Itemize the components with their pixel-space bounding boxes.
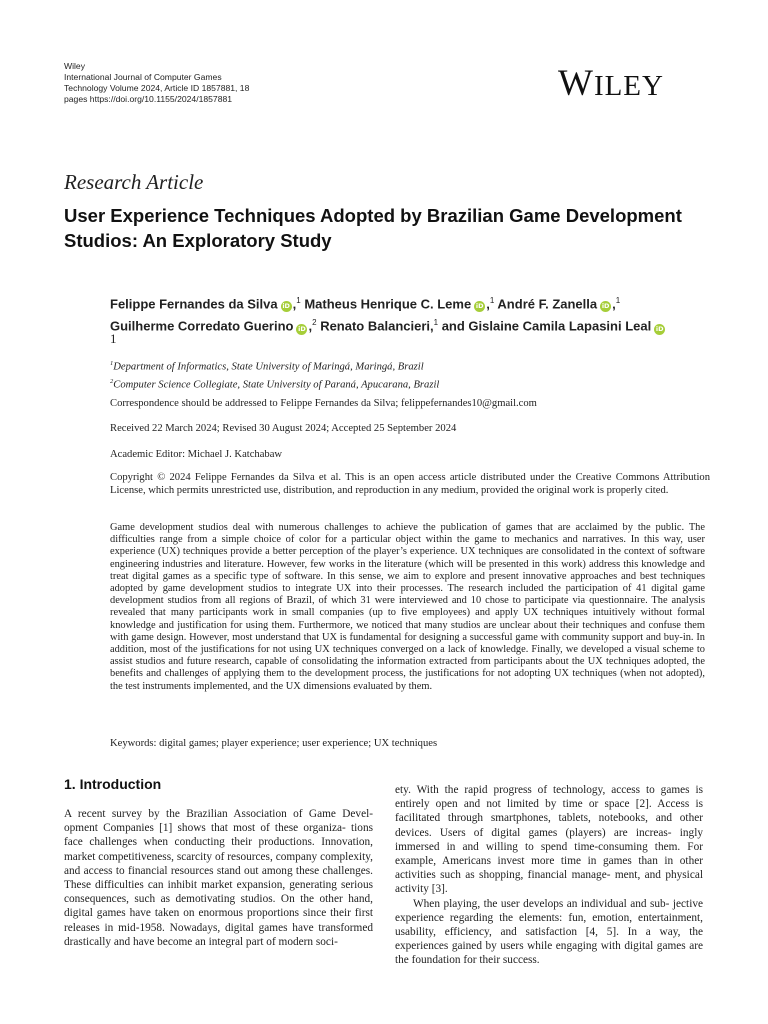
trailing-affil-marker: 1 — [110, 331, 117, 346]
logo-rest: ILEY — [593, 70, 664, 102]
author-name[interactable]: Renato Balancieri, — [320, 318, 434, 334]
affil-number: 2 — [110, 377, 114, 385]
author-list: Felippe Fernandes da Silva iD ,$^1$ Matheus Henrique C. Leme iD ,$^1$ André F. Zanella iD ,$^1$ Guilherme Corredato Guerino iD ,$^2$ Renato Balancieri,$^1$ and Gislaine Camila Lapasini Leal iD — [110, 296, 664, 334]
affil-text: Computer Science Collegiate, State University of Paraná, Apucarana, Brazil — [113, 379, 440, 391]
paragraph: A recent survey by the Brazilian Association of Game Devel- opment Companies [1] shows that most of these organiza- tions face challenges when conducting their productions. Innovation, market competitiveness, scarcity of resources, company complexity, and access to financial resources stand out among these challenges. These difficulties can inhibit market expansion, generating serious consequences, such as demotivating studios. On the other hand, digital games have taken on enormous proportions since their first releases in mid-1958. Nowadays, digital games have transformed drastically and have become an integral part of modern soci- — [64, 808, 373, 948]
affiliation-item — [110, 357, 710, 375]
author-name[interactable]: and Gislaine Camila Lapasini Leal — [441, 318, 652, 334]
author-affil-marker: 1 — [433, 318, 439, 328]
author-name[interactable]: Felippe Fernandes da Silva — [110, 296, 278, 312]
article-type: Research Article — [64, 170, 204, 194]
wiley-logo — [558, 64, 664, 106]
section-heading: 1. Introduction — [64, 776, 162, 792]
correspondence: Correspondence should be addressed to Felippe Fernandes da Silva; felippefernandes10@gmail.com — [110, 398, 537, 409]
abstract: Game development studios deal with numerous challenges to achieve the publication of games that are acclaimed by the public. The difficulties range from a simple choice of color for a particular object within the game to mechanics and narratives. In this way, user experience (UX) techniques provide a better perception of the player’s experience. UX techniques are consolidated in the context of software engineering industries and literature. However, few works in the literature (which will be presented in this work) address this knowledge and treat digital games as a specific type of software. In this sense, we aim to explore and present innovative approaches and best techniques adopted by game development studios to integrate UX into their processes. The research included the participation of 41 digital game development studios from all regions of Brazil, of which 31 were interviewed and 10 chose to participate via questionnaire. The analysis revealed that many participants work in small companies (up to five employees) and apply UX techniques intuitively without formal knowledge and justification for using them. Furthermore, we noticed that many studios are unclear about their techniques and confuse them with game design. However, most understand that UX is fundamental for designing a successful game with community support and buy-in. In addition, most of the justifications for not using UX techniques converged on a lack of knowledge. Finally, we developed a visual scheme to assist studios and future research, capable of consolidating the information extracted from participants about the UX techniques adopted, the benefits and challenges of applying them to the development process, the justifications for not adopting UX techniques (when not adopted), the test instruments implemented, and the UX dimensions evaluated by them. — [110, 522, 705, 692]
author-name[interactable]: André F. Zanella — [497, 296, 598, 312]
author-affil-marker: 1 — [615, 296, 621, 305]
affil-number: 1 — [110, 360, 114, 367]
orcid-icon[interactable]: iD — [298, 324, 306, 333]
orcid-icon[interactable]: iD — [475, 302, 484, 311]
affil-text: Department of Informatics, State University of Maringá, Maringá, Brazil — [113, 361, 424, 373]
author-name[interactable]: Guilherme Corredato Guerino — [110, 318, 294, 334]
article-title: User Experience Techniques Adopted by Brazilian Game Development Studios: An Exploratory Study — [64, 205, 682, 251]
affiliation-item — [110, 375, 710, 393]
affiliations — [110, 357, 710, 392]
doi-line[interactable]: pages https://doi.org/10.1155/2024/1857881 — [64, 94, 233, 104]
journal-info — [64, 61, 304, 105]
intro-column-right — [395, 783, 703, 968]
keywords: Keywords: digital games; player experience; user experience; UX techniques — [110, 738, 438, 749]
orcid-icon[interactable]: iD — [655, 324, 664, 333]
author-name[interactable]: Matheus Henrique C. Leme — [304, 296, 472, 312]
author-affil-marker: 1 — [489, 296, 495, 305]
author-affil-marker: 2 — [312, 318, 317, 328]
article-dates: Received 22 March 2024; Revised 30 August 2024; Accepted 25 September 2024 — [110, 423, 457, 434]
journal-line: International Journal of Computer Games — [64, 72, 222, 82]
intro-column-left — [64, 807, 373, 949]
logo-initial: W — [558, 63, 594, 104]
academic-editor: Academic Editor: Michael J. Katchabaw — [110, 449, 283, 460]
journal-volume-line: Technology Volume 2024, Article ID 1857881, 18 — [64, 83, 250, 93]
copyright-notice: Copyright © 2024 Felippe Fernandes da Silva et al. This is an open access article distributed under the Creative Commons Attribution License, which permits unrestricted use, distribution, and reproduction in any medium, provided the original work is properly cited. — [110, 472, 710, 496]
publisher-name: Wiley — [64, 61, 86, 71]
paragraph: When playing, the user develops an individual and sub- jective experience regarding the elements: fun, emotion, entertainment, usability, efficiency, and satisfaction [4, 5]. In a way, the experiences gained by users while engaging with digital games are the foundation for their success. — [395, 897, 703, 967]
author-affil-marker: 1 — [296, 296, 301, 305]
orcid-icon[interactable]: iD — [282, 302, 290, 311]
paragraph: ety. With the rapid progress of technology, access to games is entirely open and not limited by time or space [2]. Access is facilitated through smartphones, tablets, notebooks, and other devices. Users of digital games (players) are increas- ingly immersed in and willing to spend time-consuming them. For example, Americans invest more time in games than in other activities such as shopping, financial manage- ment, and physical activity [3]. — [395, 784, 703, 896]
orcid-icon[interactable]: iD — [601, 302, 610, 311]
